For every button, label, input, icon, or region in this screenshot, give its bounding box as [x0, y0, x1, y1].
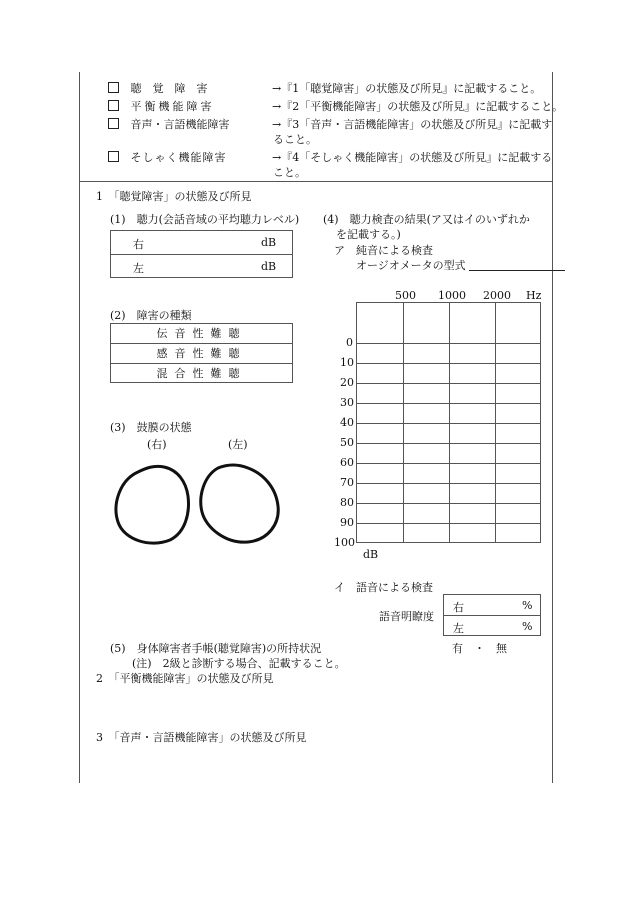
right-label: 右 — [453, 601, 464, 614]
section-2-title: 2 「平衡機能障害」の状態及び所見 — [96, 672, 274, 685]
eardrum-left-outline — [201, 465, 278, 542]
type-label: 伝音性難聴 — [156, 327, 247, 340]
percent-unit: % — [522, 620, 533, 633]
db-tick-label: 0 — [346, 336, 353, 349]
left-label: 左 — [133, 262, 144, 275]
db-tick-label: 80 — [340, 496, 354, 509]
checklist-reference: →『2「平衡機能障害」の状態及び所見』に記載すること。 — [272, 100, 564, 113]
db-tick-label: 100 — [334, 536, 355, 549]
checklist-label: 平衡機能障害 — [130, 100, 215, 113]
checkbox-balance[interactable] — [108, 100, 119, 111]
db-tick-label: 20 — [340, 376, 354, 389]
eardrum-heading: (3) 鼓膜の状態 — [110, 421, 192, 434]
percent-unit: % — [522, 599, 533, 612]
db-tick-label: 40 — [340, 416, 354, 429]
db-tick-label: 10 — [340, 356, 354, 369]
db-tick-label: 90 — [340, 516, 354, 529]
checkbox-speech[interactable] — [108, 118, 119, 129]
db-unit: dB — [261, 260, 277, 273]
checklist-divider — [79, 181, 553, 182]
eardrum-left-label: (左) — [228, 438, 248, 451]
section-3-title: 3 「音声・言語機能障害」の状態及び所見 — [96, 731, 307, 744]
eardrum-right-outline — [116, 466, 188, 543]
speech-clarity-label: 語音明瞭度 — [379, 610, 434, 623]
checklist-label: 聴 覚 障 害 — [130, 82, 208, 95]
speech-test-heading: イ 語音による検査 — [334, 581, 433, 594]
checklist-label: そしゃく機能障害 — [130, 151, 227, 164]
checklist-item-speech[interactable] — [108, 116, 552, 132]
audiometer-label-text: オージオメータの型式 — [356, 259, 466, 272]
right-label: 右 — [133, 238, 144, 251]
checklist-reference: →『4「そしゃく機能障害」の状態及び所見』に記載する — [272, 151, 553, 164]
type-row-mixed[interactable] — [111, 364, 292, 384]
freq-label-500: 500 — [395, 289, 416, 302]
checklist-reference: →『3「音声・言語機能障害」の状態及び所見』に記載す — [272, 118, 553, 131]
hearing-level-right-row[interactable] — [111, 231, 292, 255]
freq-unit-hz: Hz — [526, 289, 542, 302]
db-tick-label: 70 — [340, 476, 354, 489]
checklist-item-chewing[interactable] — [108, 149, 552, 165]
left-label: 左 — [453, 622, 464, 635]
hearing-level-heading: (1) 聴力(会話音域の平均聴力レベル) — [110, 213, 300, 226]
speech-left-row[interactable] — [444, 616, 540, 637]
grid-line — [357, 403, 540, 404]
type-label: 混合性難聴 — [156, 367, 247, 380]
freq-label-1000: 1000 — [438, 289, 466, 302]
checklist-item-balance[interactable] — [108, 98, 563, 114]
freq-label-2000: 2000 — [483, 289, 511, 302]
audiometer-type-label — [356, 257, 565, 273]
audiogram-grid[interactable] — [356, 302, 541, 543]
hearing-test-heading: (4) 聴力検査の結果(ア又はイのいずれか — [323, 213, 530, 226]
hearing-test-heading-cont: を記載する。) — [336, 228, 401, 241]
db-tick-label: 30 — [340, 396, 354, 409]
db-axis-unit: dB — [363, 548, 379, 561]
type-label: 感音性難聴 — [156, 347, 247, 360]
grid-line — [357, 383, 540, 384]
grid-line — [357, 523, 540, 524]
grid-line — [357, 443, 540, 444]
handbook-note: (注) 2級と診断する場合、記載すること。 — [132, 657, 346, 670]
checklist-reference: →『1「聴覚障害」の状態及び所見』に記載すること。 — [272, 82, 542, 95]
grid-line — [357, 343, 540, 344]
type-row-sensorineural[interactable] — [111, 344, 292, 364]
grid-line — [357, 363, 540, 364]
eardrum-diagram — [108, 462, 288, 552]
checklist-continuation: ること。 — [273, 133, 317, 146]
section-1-title: 1 「聴覚障害」の状態及び所見 — [96, 190, 252, 203]
handbook-status-heading: (5) 身体障害者手帳(聴覚障害)の所持状況 — [110, 642, 322, 655]
checklist-continuation: こと。 — [273, 166, 306, 179]
handbook-status-options[interactable]: 有 ・ 無 — [452, 642, 507, 655]
checkbox-chewing[interactable] — [108, 151, 119, 162]
grid-line — [357, 503, 540, 504]
type-row-conductive[interactable] — [111, 324, 292, 344]
checklist-label: 音声・言語機能障害 — [130, 118, 230, 131]
checklist-item-hearing[interactable] — [108, 80, 541, 96]
grid-line — [357, 483, 540, 484]
audiometer-type-field[interactable] — [469, 258, 565, 271]
speech-right-row[interactable] — [444, 595, 540, 616]
pure-tone-heading: ア 純音による検査 — [334, 244, 433, 257]
frame-right-border — [552, 72, 553, 783]
grid-line — [357, 423, 540, 424]
grid-line — [357, 463, 540, 464]
frame-left-border — [79, 72, 80, 783]
impairment-type-table — [110, 323, 293, 383]
eardrum-right-label: (右) — [147, 438, 167, 451]
db-tick-label: 50 — [340, 436, 354, 449]
hearing-level-left-row[interactable] — [111, 255, 292, 279]
db-tick-label: 60 — [340, 456, 354, 469]
hearing-level-table — [110, 230, 293, 278]
speech-clarity-table — [443, 594, 541, 636]
impairment-type-heading: (2) 障害の種類 — [110, 309, 192, 322]
db-unit: dB — [261, 236, 277, 249]
checkbox-hearing[interactable] — [108, 82, 119, 93]
